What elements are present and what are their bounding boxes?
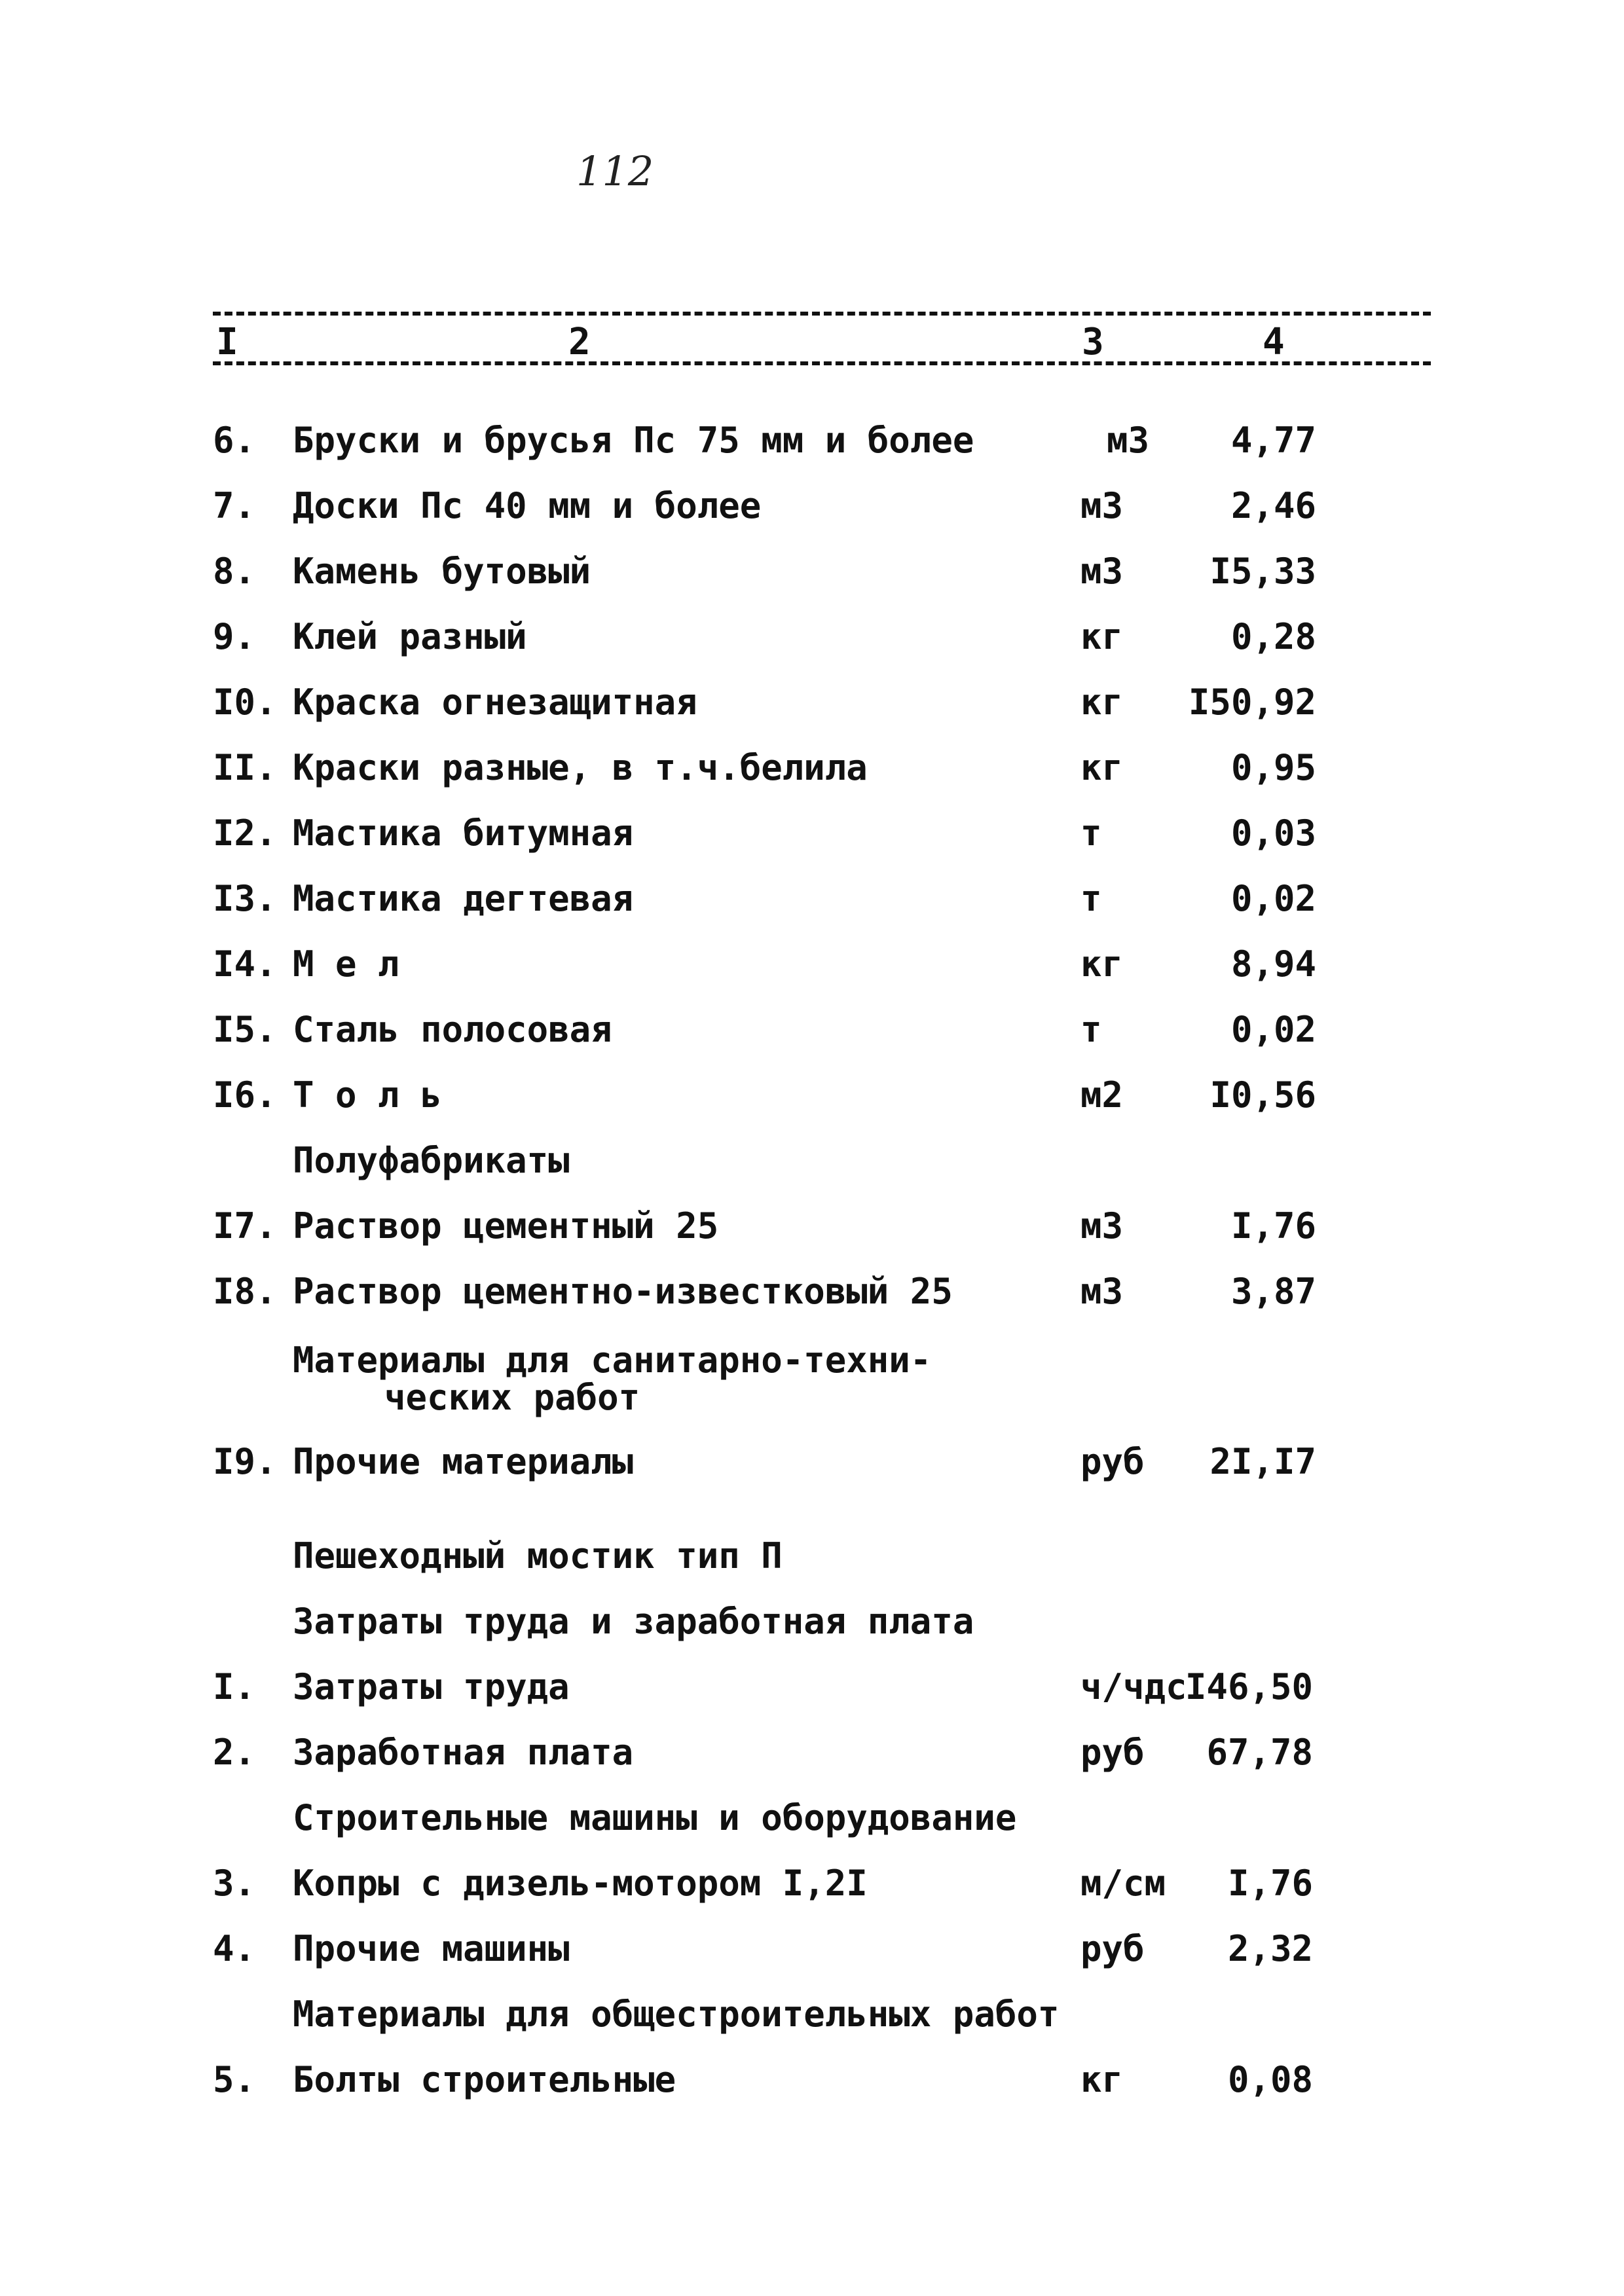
row-name: Копры с дизель-мотором I,2I [293,1863,868,1904]
header-col-3: 3 [1082,321,1104,363]
row-name: Мастика дегтевая [293,878,634,919]
table-row [0,813,1624,866]
row-quantity: 2,32 [1227,1928,1313,1969]
table-row [0,748,1624,800]
section-heading-sanitary-line1: Материалы для санитарно-техни- [293,1339,932,1381]
table-row [0,420,1624,473]
row-quantity: I,76 [1227,1863,1313,1904]
row-number: 4. [213,1928,256,1969]
table-row [0,1206,1624,1258]
table-row [0,1863,1624,1916]
row-number: I8. [213,1271,277,1312]
row-unit: кг [1080,682,1124,723]
row-unit: м2 [1080,1074,1124,1116]
row-unit: м3 [1080,485,1124,526]
row-name: Мастика битумная [293,812,634,854]
section-heading-sanitary-line2: ческих работ [384,1376,640,1418]
table-row [0,1442,1624,1494]
row-quantity: 0,03 [1230,812,1316,854]
row-unit: м/см [1080,1863,1166,1904]
row-quantity: 8,94 [1230,943,1316,985]
row-quantity: I5,33 [1209,551,1316,592]
row-number: 5. [213,2059,256,2100]
row-number: I5. [213,1009,277,1050]
row-unit: т [1080,1009,1102,1050]
table-top-rule [213,312,1431,316]
table-row [0,1271,1624,1324]
section-heading-bridge: Пешеходный мостик тип П [293,1535,783,1576]
row-name: Доски Пс 40 мм и более [293,485,762,526]
header-col-4: 4 [1263,321,1285,363]
row-number: 6. [213,420,256,461]
row-name: Прочие материалы [293,1441,634,1482]
row-number: I0. [213,682,277,723]
row-quantity: I50,92 [1188,682,1316,723]
table-row [0,944,1624,996]
header-col-1: I [216,321,238,363]
section-heading-general-materials: Материалы для общестроительных работ [293,1994,1060,2035]
row-number: I9. [213,1441,277,1482]
row-number: I4. [213,943,277,985]
table-row [0,1075,1624,1127]
row-unit: руб [1080,1928,1145,1969]
table-row [0,1667,1624,1719]
row-unit: м3 [1080,1205,1124,1247]
row-number: 9. [213,616,256,657]
row-name: Прочие машины [293,1928,570,1969]
table-row [0,486,1624,538]
section-heading-machines: Строительные машины и оборудование [293,1797,1017,1838]
row-name: Болты строительные [293,2059,676,2100]
row-name: Раствор цементный 25 [293,1205,719,1247]
row-unit: кг [1080,747,1124,788]
row-number: 8. [213,551,256,592]
section-heading-semi-products: Полуфабрикаты [293,1140,570,1181]
table-row [0,1732,1624,1785]
row-unit: м3 [1080,551,1124,592]
page-number: 112 [576,147,654,195]
section-heading-sanitary [293,1339,932,1418]
row-number: 7. [213,485,256,526]
row-unit: т [1080,878,1102,919]
table-row [0,1010,1624,1062]
row-quantity: 3,87 [1230,1271,1316,1312]
header-col-2: 2 [568,321,591,363]
row-number: II. [213,747,277,788]
row-name: Раствор цементно-известковый 25 [293,1271,953,1312]
row-quantity: 0,08 [1227,2059,1313,2100]
row-quantity: 0,02 [1230,878,1316,919]
row-quantity: 0,28 [1230,616,1316,657]
table-row [0,682,1624,735]
row-quantity: 2,46 [1230,485,1316,526]
row-name: Камень бутовый [293,551,591,592]
row-quantity: 4,77 [1230,420,1316,461]
table-row [0,2060,1624,2112]
table-row [0,551,1624,604]
row-number: I6. [213,1074,277,1116]
row-quantity: 0,02 [1230,1009,1316,1050]
header-bottom-rule [213,361,1431,365]
row-number: I7. [213,1205,277,1247]
row-quantity: I46,50 [1185,1666,1313,1707]
row-quantity: 67,78 [1206,1732,1313,1773]
row-unit: м3 [1107,420,1150,461]
row-number: I2. [213,812,277,854]
row-name: Клей разный [293,616,527,657]
table-row [0,1929,1624,1981]
row-name: Заработная плата [293,1732,634,1773]
row-unit: ч/чдс [1080,1666,1187,1707]
table-row [0,617,1624,669]
table-row [0,879,1624,931]
row-name: Затраты труда [293,1666,570,1707]
row-number: 2. [213,1732,256,1773]
row-unit: м3 [1080,1271,1124,1312]
row-name: Краски разные, в т.ч.белила [293,747,868,788]
row-number: I3. [213,878,277,919]
row-number: 3. [213,1863,256,1904]
row-unit: кг [1080,2059,1124,2100]
row-unit: т [1080,812,1102,854]
row-quantity: I,76 [1230,1205,1316,1247]
row-unit: руб [1080,1732,1145,1773]
row-quantity: I0,56 [1209,1074,1316,1116]
row-unit: кг [1080,943,1124,985]
section-heading-labor: Затраты труда и заработная плата [293,1601,974,1642]
row-quantity: 0,95 [1230,747,1316,788]
row-number: I. [213,1666,256,1707]
row-quantity: 2I,I7 [1209,1441,1316,1482]
row-name: Т о л ь [293,1074,442,1116]
row-name: М е л [293,943,399,985]
row-unit: кг [1080,616,1124,657]
row-name: Сталь полосовая [293,1009,612,1050]
row-name: Бруски и брусья Пс 75 мм и более [293,420,974,461]
row-unit: руб [1080,1441,1145,1482]
row-name: Краска огнезащитная [293,682,697,723]
